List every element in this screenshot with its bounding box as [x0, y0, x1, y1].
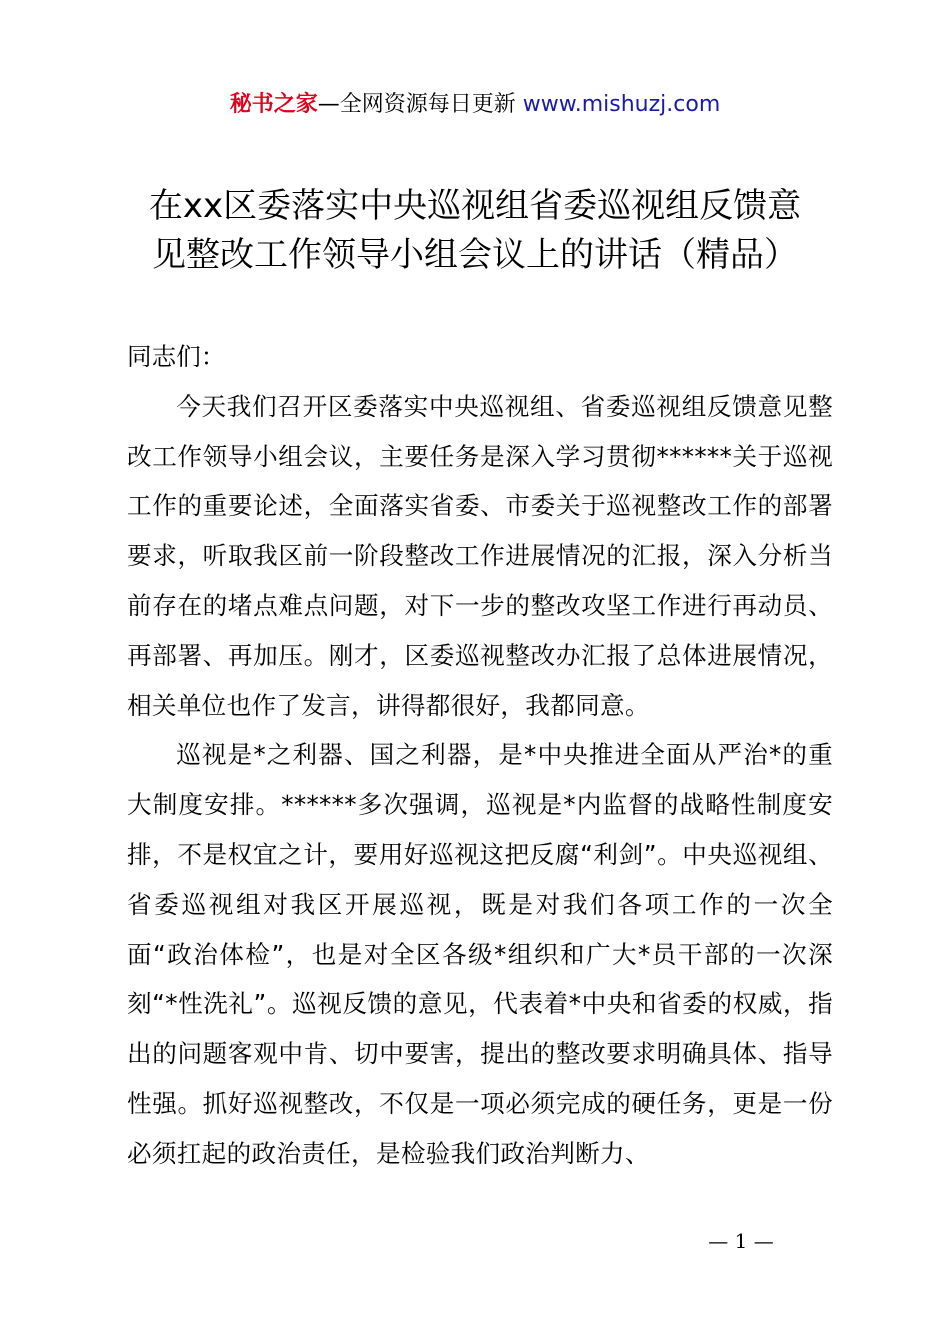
body-paragraph-2: 巡视是*之利器、国之利器，是*中央推进全面从严治*的重大制度安排。******多次强调，巡视是*内监督的战略性制度安排，不是权宜之计，要用好巡视这把反腐“利剑”。中央巡视组、省委巡视组对我区开展巡视，既是对我们各项工作的一次全面“政治体检”，也是对全区各级*组织和广大*员干部的一次深刻“*性洗礼”。巡视反馈的意见，代表着*中央和省委的权威，指出的问题客观中肯、切中要害，提出的整改要求明确具体、指导性强。抓好巡视整改，不仅是一项必须完成的硬任务，更是一份必须扛起的政治责任，是检验我们政治判断力、: [127, 740, 833, 1168]
body-paragraph-1: 今天我们召开区委落实中央巡视组、省委巡视组反馈意见整改工作领导小组会议，主要任务是深入学习贯彻******关于巡视工作的重要论述，全面落实省委、市委关于巡视整改工作的部署要求，听取我区前一阶段整改工作进展情况的汇报，深入分析当前存在的堵点难点问题，对下一步的整改攻坚工作进行再动员、再部署、再加压。刚才，区委巡视整改办汇报了总体进展情况，相关单位也作了发言，讲得都很好，我都同意。: [127, 391, 833, 720]
salutation: 同志们：: [127, 342, 226, 371]
document-title: [100, 182, 850, 280]
site-url-link[interactable]: www.mishuzj.com: [522, 92, 721, 117]
title-line-2: 见整改工作领导小组会议上的讲话（精品）: [152, 235, 798, 275]
page-number: — 1 —: [708, 1229, 774, 1253]
title-line-1: 在xx区委落实中央巡视组省委巡视组反馈意: [148, 186, 802, 226]
header-tagline: —全网资源每日更新: [317, 92, 523, 117]
brand-name: 秘书之家: [229, 92, 318, 117]
site-header: [0, 88, 950, 122]
document-body: [127, 332, 833, 1179]
